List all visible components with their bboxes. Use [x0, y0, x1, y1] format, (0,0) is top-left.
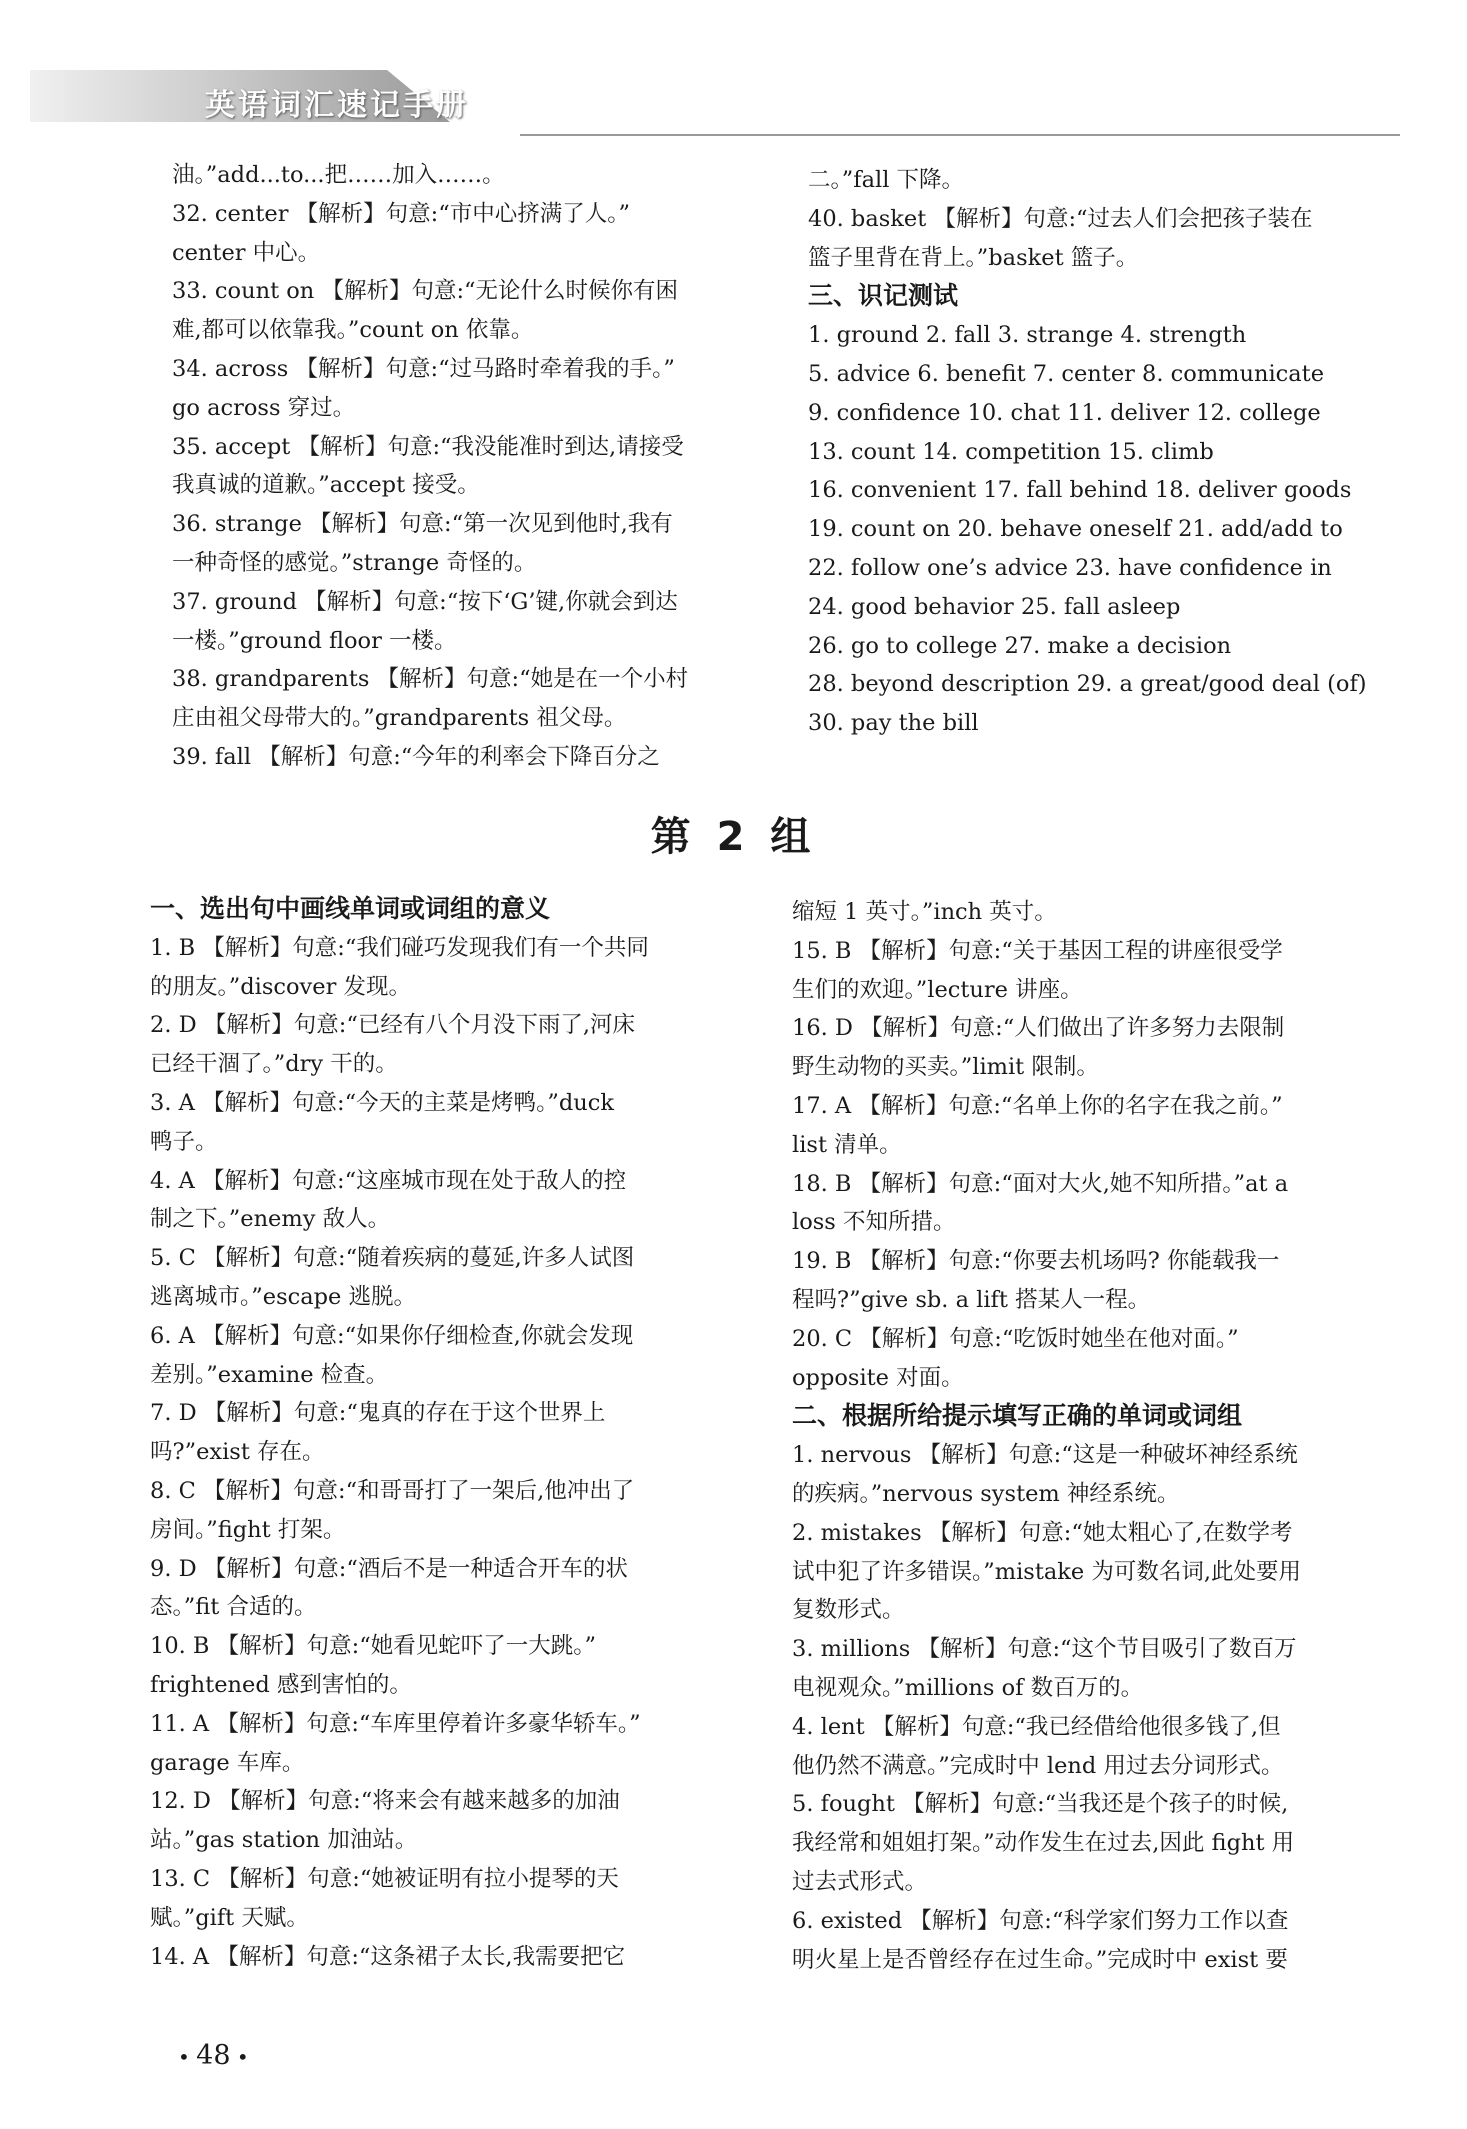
text-line: 吗?”exist 存在。: [150, 1439, 325, 1466]
text-line: 32. center 【解析】句意:“市中心挤满了人。”: [172, 200, 630, 227]
text-line: go across 穿过。: [172, 394, 356, 421]
answer-line: 26. go to college 27. make a decision: [808, 632, 1232, 659]
text-line: 15. B 【解析】句意:“关于基因工程的讲座很受学: [792, 937, 1283, 964]
group-title: 第 2 组: [650, 814, 817, 860]
answer-line: 13. count 14. competition 15. climb: [808, 438, 1214, 465]
text-line: 16. D 【解析】句意:“人们做出了许多努力去限制: [792, 1015, 1285, 1042]
page-number: • 48 •: [178, 2040, 249, 2071]
answer-line: 22. follow one’s advice 23. have confidence in: [808, 554, 1332, 581]
text-line: 3. millions 【解析】句意:“这个节目吸引了数百万: [792, 1636, 1297, 1663]
text-line: 过去式形式。: [792, 1868, 928, 1895]
text-line: 7. D 【解析】句意:“鬼真的存在于这个世界上: [150, 1400, 606, 1427]
text-line: 1. nervous 【解析】句意:“这是一种破坏神经系统: [792, 1442, 1298, 1469]
text-line: 电视观众。”millions of 数百万的。: [792, 1674, 1144, 1701]
text-line: 2. D 【解析】句意:“已经有八个月没下雨了,河床: [150, 1012, 636, 1039]
text-line: 3. A 【解析】句意:“今天的主菜是烤鸭。”duck: [150, 1089, 614, 1116]
text-line: 17. A 【解析】句意:“名单上你的名字在我之前。”: [792, 1092, 1283, 1119]
text-line: 9. D 【解析】句意:“酒后不是一种适合开车的状: [150, 1555, 628, 1582]
text-line: 制之下。”enemy 敌人。: [150, 1206, 391, 1233]
text-line: 4. lent 【解析】句意:“我已经借给他很多钱了,但: [792, 1713, 1281, 1740]
text-line: 明火星上是否曾经存在过生命。”完成时中 exist 要: [792, 1946, 1288, 1973]
text-line: 10. B 【解析】句意:“她看见蛇吓了一大跳。”: [150, 1633, 596, 1660]
section-heading: 三、识记测试: [808, 281, 959, 311]
text-line: 我真诚的道歉。”accept 接受。: [172, 472, 480, 499]
text-line: center 中心。: [172, 239, 321, 266]
section-heading: 一、选出句中画线单词或词组的意义: [150, 894, 551, 923]
text-line: 37. ground 【解析】句意:“按下‘G’键,你就会到达: [172, 588, 678, 615]
text-line: 难,都可以依靠我。”count on 依靠。: [172, 317, 534, 344]
text-line: 态。”fit 合适的。: [150, 1594, 317, 1621]
text-line: 33. count on 【解析】句意:“无论什么时候你有困: [172, 278, 679, 305]
text-line: 已经干涸了。”dry 干的。: [150, 1051, 398, 1078]
top-left-column: [172, 156, 688, 777]
text-line: 6. A 【解析】句意:“如果你仔细检查,你就会发现: [150, 1322, 634, 1349]
text-line: 40. basket 【解析】句意:“过去人们会把孩子装在: [808, 205, 1313, 232]
text-line: 的疾病。”nervous system 神经系统。: [792, 1480, 1180, 1507]
text-line: 逃离城市。”escape 逃脱。: [150, 1283, 417, 1310]
answer-line: 16. convenient 17. fall behind 18. deliver goods: [808, 477, 1352, 504]
text-line: 一楼。”ground floor 一楼。: [172, 627, 457, 654]
text-line: 20. C 【解析】句意:“吃饭时她坐在他对面。”: [792, 1325, 1239, 1352]
answer-line: 5. advice 6. benefit 7. center 8. communicate: [808, 360, 1325, 387]
text-line: 19. B 【解析】句意:“你要去机场吗? 你能载我一: [792, 1248, 1280, 1275]
text-line: 复数形式。: [792, 1597, 905, 1624]
page-number-value: 48: [196, 2040, 231, 2071]
text-line: 赋。”gift 天赋。: [150, 1904, 309, 1931]
text-line: 4. A 【解析】句意:“这座城市现在处于敌人的控: [150, 1167, 627, 1194]
text-line: loss 不知所措。: [792, 1209, 956, 1236]
text-line: 34. across 【解析】句意:“过马路时牵着我的手。”: [172, 355, 675, 382]
text-line: 1. B 【解析】句意:“我们碰巧发现我们有一个共同: [150, 934, 649, 961]
text-line: 的朋友。”discover 发现。: [150, 973, 411, 1000]
book-title: 英语词汇速记手册: [205, 88, 469, 123]
text-line: opposite 对面。: [792, 1364, 964, 1391]
answer-line: 9. confidence 10. chat 11. deliver 12. college: [808, 399, 1321, 426]
text-line: 36. strange 【解析】句意:“第一次见到他时,我有: [172, 511, 673, 538]
text-line: 8. C 【解析】句意:“和哥哥打了一架后,他冲出了: [150, 1477, 635, 1504]
text-line: 房间。”fight 打架。: [150, 1516, 346, 1543]
text-line: 12. D 【解析】句意:“将来会有越来越多的加油: [150, 1788, 620, 1815]
text-line: 庄由祖父母带大的。”grandparents 祖父母。: [172, 705, 627, 732]
answer-line: 1. ground 2. fall 3. strange 4. strength: [808, 322, 1247, 349]
text-line: 14. A 【解析】句意:“这条裙子太长,我需要把它: [150, 1943, 626, 1970]
text-line: 13. C 【解析】句意:“她被证明有拉小提琴的天: [150, 1865, 619, 1892]
text-line: 35. accept 【解析】句意:“我没能准时到达,请接受: [172, 433, 684, 460]
text-line: 缩短 1 英寸。”inch 英寸。: [792, 899, 1057, 925]
top-right-column: [808, 161, 1367, 743]
text-line: 11. A 【解析】句意:“车库里停着许多豪华轿车。”: [150, 1710, 641, 1737]
text-line: 试中犯了许多错误。”mistake 为可数名词,此处要用: [792, 1558, 1302, 1585]
answer-line: 30. pay the bill: [808, 710, 979, 737]
text-line: garage 车库。: [150, 1749, 305, 1776]
text-line: 油。”add...to...把……加入……。: [172, 162, 505, 188]
text-line: 2. mistakes 【解析】句意:“她太粗心了,在数学考: [792, 1519, 1293, 1546]
answer-line: 24. good behavior 25. fall asleep: [808, 593, 1181, 620]
bottom-right-column: [792, 893, 1301, 1979]
answer-line: 28. beyond description 29. a great/good deal (of): [808, 671, 1367, 698]
text-line: 5. C 【解析】句意:“随着疾病的蔓延,许多人试图: [150, 1245, 635, 1272]
text-line: 差别。”examine 检查。: [150, 1361, 389, 1388]
bottom-left-column: [150, 890, 649, 1976]
text-line: 站。”gas station 加油站。: [150, 1827, 418, 1854]
answer-line: 19. count on 20. behave oneself 21. add/add to: [808, 516, 1343, 543]
text-line: 生们的欢迎。”lecture 讲座。: [792, 976, 1083, 1003]
section-heading: 二、根据所给提示填写正确的单词或词组: [792, 1401, 1243, 1431]
text-line: 5. fought 【解析】句意:“当我还是个孩子的时候,: [792, 1791, 1289, 1818]
text-line: list 清单。: [792, 1131, 902, 1158]
text-line: 二。”fall 下降。: [808, 167, 965, 193]
text-line: frightened 感到害怕的。: [150, 1671, 412, 1698]
text-line: 我经常和姐姐打架。”动作发生在过去,因此 fight 用: [792, 1830, 1295, 1857]
text-line: 鸭子。: [150, 1128, 218, 1155]
text-line: 18. B 【解析】句意:“面对大火,她不知所措。”at a: [792, 1170, 1289, 1197]
text-line: 他仍然不满意。”完成时中 lend 用过去分词形式。: [792, 1752, 1284, 1779]
text-line: 篮子里背在背上。”basket 篮子。: [808, 244, 1139, 271]
text-line: 38. grandparents 【解析】句意:“她是在一个小村: [172, 666, 689, 693]
text-line: 一种奇怪的感觉。”strange 奇怪的。: [172, 549, 537, 576]
text-line: 野生动物的买卖。”limit 限制。: [792, 1054, 1099, 1081]
text-line: 6. existed 【解析】句意:“科学家们努力工作以查: [792, 1907, 1289, 1934]
header-rule: [520, 134, 1400, 136]
text-line: 39. fall 【解析】句意:“今年的利率会下降百分之: [172, 743, 660, 770]
text-line: 程吗?”give sb. a lift 搭某人一程。: [792, 1286, 1151, 1313]
